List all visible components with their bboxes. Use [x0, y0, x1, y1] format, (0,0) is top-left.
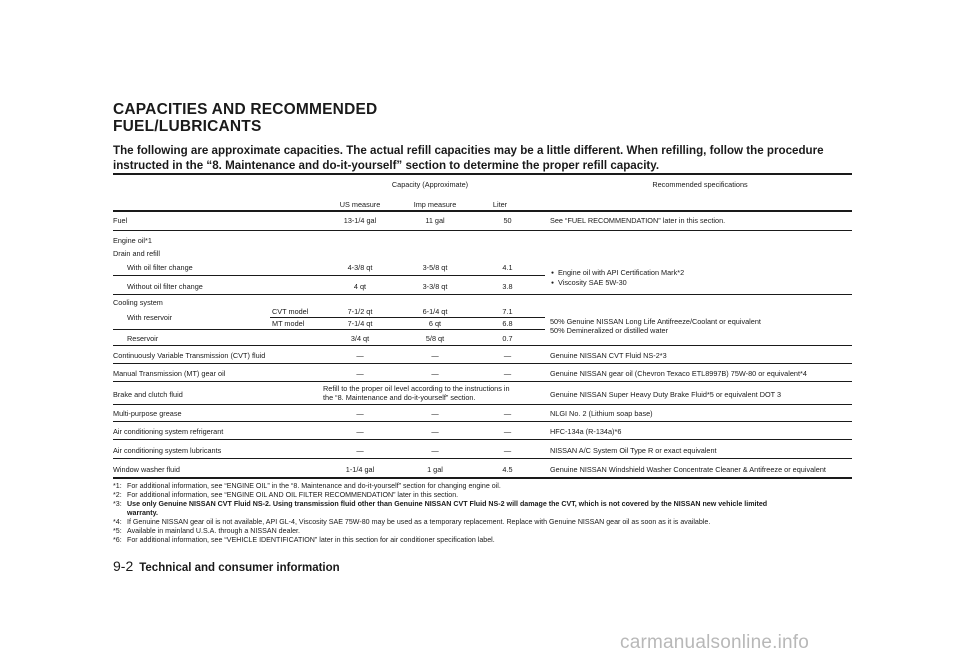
us-value: —	[356, 369, 364, 378]
page-footer	[113, 558, 340, 574]
imp-value: 5/8 qt	[425, 334, 445, 343]
imp-value: —	[431, 446, 439, 455]
spec-value: Genuine NISSAN Windshield Washer Concentrate Cleaner & Antifreeze or equivalent	[550, 465, 826, 474]
spec-value: ● Engine oil with API Certification Mark*2	[551, 268, 684, 278]
row-divider	[113, 363, 852, 364]
liter-value: 6.8	[502, 319, 513, 328]
us-value: —	[356, 351, 364, 360]
row-label: Continuously Variable Transmission (CVT) fluid	[113, 351, 266, 360]
liter-value: —	[503, 409, 512, 418]
footnote-key: *3:	[113, 500, 122, 508]
us-value: 13-1/4 gal	[343, 216, 377, 225]
row-label: Engine oil*1	[113, 236, 152, 245]
footnote-text: For additional information, see “ENGINE OIL” in the “8. Maintenance and do-it-yourself” section for changing engine oil.	[127, 482, 501, 490]
imp-value: 6-1/4 qt	[422, 307, 448, 316]
imp-value: 3-5/8 qt	[422, 263, 448, 272]
row-label: Window washer fluid	[113, 465, 180, 474]
imp-value: —	[431, 409, 439, 418]
row-divider	[113, 439, 852, 440]
spec-value: NISSAN A/C System Oil Type R or exact equivalent	[550, 446, 717, 455]
liter-value: —	[503, 427, 512, 436]
footnote	[113, 527, 853, 536]
row-divider	[113, 329, 545, 330]
row-label: Cooling system	[113, 298, 163, 307]
spec-value: Genuine NISSAN CVT Fluid NS-2*3	[550, 351, 667, 360]
footnote	[113, 500, 853, 509]
us-value: 4-3/8 qt	[347, 263, 373, 272]
table-top-rule	[113, 173, 852, 175]
us-value: 7-1/4 qt	[347, 319, 373, 328]
intro-line-1: The following are approximate capacities. The actual refill capacities may be a little different. When refilling, follow the procedure	[113, 144, 824, 157]
us-value: 3/4 qt	[350, 334, 370, 343]
imp-value: 11 gal	[425, 216, 445, 225]
title-line-2: FUEL/LUBRICANTS	[113, 118, 262, 135]
imp-value: 6 qt	[428, 319, 442, 328]
header-imp-measure: Imp measure	[413, 200, 457, 209]
model-label: CVT model	[272, 307, 309, 316]
row-divider	[113, 294, 852, 295]
row-label: Fuel	[113, 216, 128, 225]
row-divider	[113, 230, 852, 231]
table-bottom-rule	[113, 477, 852, 479]
spec-value: Genuine NISSAN Super Heavy Duty Brake Fluid*5 or equivalent DOT 3	[550, 390, 782, 399]
us-value: —	[356, 427, 364, 436]
footnote-text: If Genuine NISSAN gear oil is not available, API GL-4, Viscosity SAE 75W-80 may be used as a temporary replacement. Replace with Genuine NISSAN gear oil as soon as it is available.	[127, 518, 711, 526]
row-label: Air conditioning system lubricants	[113, 446, 222, 455]
footnote-key: *6:	[113, 536, 122, 544]
row-label: Multi-purpose grease	[113, 409, 182, 418]
footnote-continuation: warranty.	[127, 509, 159, 517]
footnote-key: *5:	[113, 527, 122, 535]
row-sublabel: With reservoir	[127, 313, 173, 322]
spec-value: See “FUEL RECOMMENDATION” later in this section.	[550, 216, 726, 225]
brake-note: the “8. Maintenance and do-it-yourself” section.	[323, 393, 476, 402]
spec-value: HFC-134a (R-134a)*6	[550, 427, 622, 436]
imp-value: 3-3/8 qt	[422, 282, 448, 291]
header-capacity: Capacity (Approximate)	[391, 180, 469, 189]
model-label: MT model	[272, 319, 305, 328]
imp-value: —	[431, 351, 439, 360]
row-label: Reservoir	[127, 334, 159, 343]
footnote	[113, 536, 853, 545]
liter-value: 3.8	[502, 282, 513, 291]
footnote-text: Use only Genuine NISSAN CVT Fluid NS-2. Using transmission fluid other than Genuine NISSAN CVT Fluid NS-2 will damage the CVT, which is not covered by the NISSAN new vehicle limited	[127, 500, 768, 508]
imp-value: —	[431, 369, 439, 378]
spec-value: NLGI No. 2 (Lithium soap base)	[550, 409, 653, 418]
page-number: 9-2	[113, 558, 134, 574]
row-divider	[113, 345, 852, 346]
footnote	[113, 518, 853, 527]
intro-paragraph	[113, 143, 853, 173]
row-label: Brake and clutch fluid	[113, 390, 183, 399]
liter-value: 50	[503, 216, 512, 225]
watermark: carmanualsonline.info	[620, 632, 810, 653]
row-label: Air conditioning system refrigerant	[113, 427, 224, 436]
intro-line-2: instructed in the “8. Maintenance and do-it-yourself” section to determine the proper refill capacity.	[113, 159, 660, 172]
header-us-measure: US measure	[339, 200, 381, 209]
liter-value: 0.7	[502, 334, 513, 343]
imp-value: 1 gal	[427, 465, 443, 474]
header-rule	[113, 210, 852, 212]
liter-value: —	[503, 446, 512, 455]
footnote-text: Available in mainland U.S.A. through a NISSAN dealer.	[127, 527, 300, 535]
header-liter: Liter	[492, 200, 508, 209]
footnote-key: *2:	[113, 491, 122, 499]
spec-value: 50% Genuine NISSAN Long Life Antifreeze/Coolant or equivalent	[550, 317, 761, 326]
footnote	[113, 482, 853, 491]
row-sublabel: Drain and refill	[113, 249, 161, 258]
liter-value: 4.1	[502, 263, 513, 272]
spec-value: 50% Demineralized or distilled water	[550, 326, 669, 335]
liter-value: —	[503, 351, 512, 360]
row-divider	[113, 275, 545, 276]
brake-note: Refill to the proper oil level according to the instructions in	[323, 384, 510, 393]
row-divider	[113, 458, 852, 459]
row-divider	[113, 421, 852, 422]
liter-value: —	[503, 369, 512, 378]
footnote-key: *1:	[113, 482, 122, 490]
row-label: Without oil filter change	[127, 282, 203, 291]
section-title: Technical and consumer information	[139, 562, 340, 574]
row-label: Manual Transmission (MT) gear oil	[113, 369, 226, 378]
title-line-1: CAPACITIES AND RECOMMENDED	[113, 101, 378, 118]
spec-value: Genuine NISSAN gear oil (Chevron Texaco ETL8997B) 75W-80 or equivalent*4	[550, 369, 807, 378]
spec-value: ● Viscosity SAE 5W-30	[551, 278, 627, 288]
footnote	[113, 491, 853, 500]
imp-value: —	[431, 427, 439, 436]
footnote-key: *4:	[113, 518, 122, 526]
footnote-text: For additional information, see “VEHICLE IDENTIFICATION” later in this section for air conditioner specification label.	[127, 536, 495, 544]
us-value: —	[356, 409, 364, 418]
us-value: —	[356, 446, 364, 455]
row-divider	[113, 381, 852, 382]
page-title	[113, 101, 377, 135]
us-value: 7-1/2 qt	[347, 307, 373, 316]
liter-value: 7.1	[502, 307, 513, 316]
us-value: 1-1/4 gal	[345, 465, 375, 474]
row-divider	[113, 404, 852, 405]
row-label: With oil filter change	[127, 263, 193, 272]
row-divider	[270, 317, 545, 318]
liter-value: 4.5	[502, 465, 513, 474]
header-recommended: Recommended specifications	[652, 180, 748, 189]
footnote-text: For additional information, see “ENGINE OIL AND OIL FILTER RECOMMENDATION” later in this section.	[127, 491, 459, 499]
us-value: 4 qt	[353, 282, 367, 291]
